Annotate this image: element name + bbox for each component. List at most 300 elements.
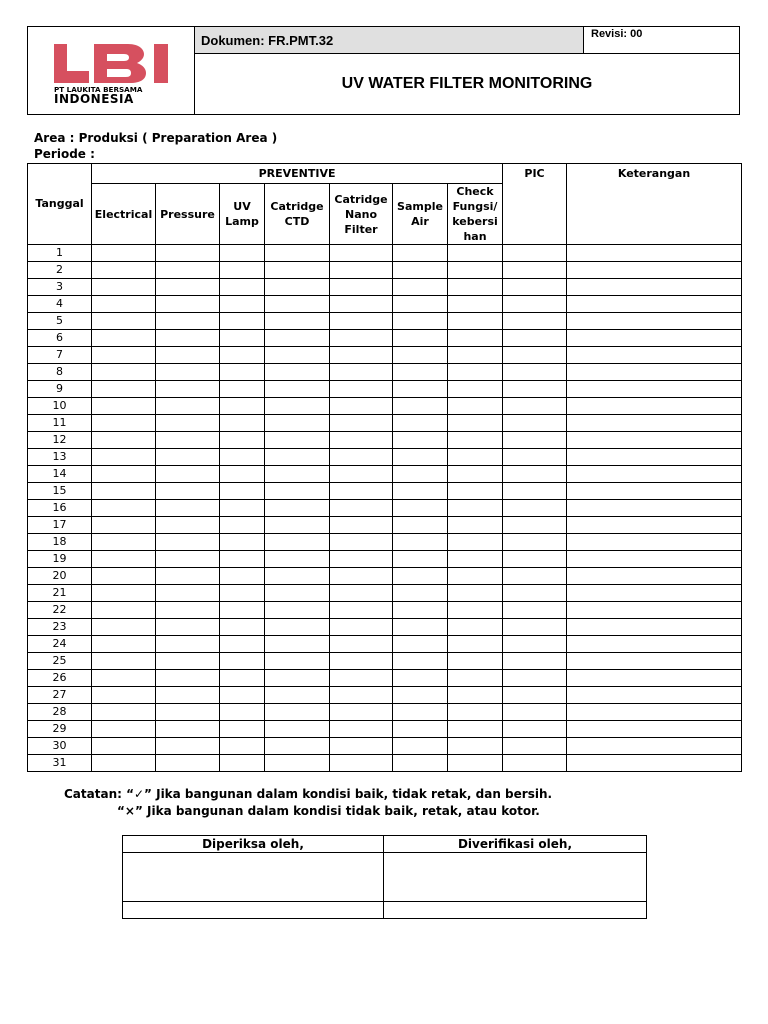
- entry-cell[interactable]: [393, 432, 448, 449]
- day-number: 6: [28, 330, 92, 347]
- entry-cell[interactable]: [330, 670, 393, 687]
- entry-cell[interactable]: [330, 364, 393, 381]
- entry-cell[interactable]: [567, 551, 742, 568]
- entry-cell[interactable]: [265, 602, 330, 619]
- entry-cell[interactable]: [567, 755, 742, 772]
- entry-cell[interactable]: [265, 687, 330, 704]
- entry-cell[interactable]: [503, 262, 567, 279]
- entry-cell[interactable]: [220, 534, 265, 551]
- verified-by-label: Diverifikasi oleh,: [384, 836, 647, 853]
- entry-cell[interactable]: [265, 636, 330, 653]
- entry-cell[interactable]: [330, 279, 393, 296]
- entry-cell[interactable]: [393, 670, 448, 687]
- table-row: [28, 687, 742, 704]
- entry-cell[interactable]: [448, 449, 503, 466]
- entry-cell[interactable]: [393, 551, 448, 568]
- entry-cell[interactable]: [330, 262, 393, 279]
- entry-cell[interactable]: [220, 381, 265, 398]
- entry-cell[interactable]: [448, 262, 503, 279]
- day-number: 26: [28, 670, 92, 687]
- entry-cell[interactable]: [156, 755, 220, 772]
- entry-cell[interactable]: [448, 364, 503, 381]
- entry-cell[interactable]: [265, 551, 330, 568]
- entry-cell[interactable]: [330, 551, 393, 568]
- entry-cell[interactable]: [92, 245, 156, 262]
- table-row: [28, 551, 742, 568]
- table-row: [28, 449, 742, 466]
- entry-cell[interactable]: [220, 398, 265, 415]
- entry-cell[interactable]: [156, 330, 220, 347]
- entry-cell[interactable]: [503, 347, 567, 364]
- entry-cell[interactable]: [567, 398, 742, 415]
- entry-cell[interactable]: [156, 704, 220, 721]
- entry-cell[interactable]: [265, 585, 330, 602]
- entry-cell[interactable]: [156, 687, 220, 704]
- entry-cell[interactable]: [220, 755, 265, 772]
- entry-cell[interactable]: [265, 466, 330, 483]
- entry-cell[interactable]: [156, 381, 220, 398]
- entry-cell[interactable]: [330, 585, 393, 602]
- entry-cell[interactable]: [92, 670, 156, 687]
- entry-cell[interactable]: [393, 279, 448, 296]
- entry-cell[interactable]: [92, 721, 156, 738]
- entry-cell[interactable]: [265, 755, 330, 772]
- entry-cell[interactable]: [448, 381, 503, 398]
- entry-cell[interactable]: [220, 670, 265, 687]
- entry-cell[interactable]: [567, 721, 742, 738]
- entry-cell[interactable]: [393, 347, 448, 364]
- entry-cell[interactable]: [448, 279, 503, 296]
- entry-cell[interactable]: [503, 432, 567, 449]
- entry-cell[interactable]: [220, 245, 265, 262]
- entry-cell[interactable]: [503, 500, 567, 517]
- entry-cell[interactable]: [503, 313, 567, 330]
- entry-cell[interactable]: [503, 466, 567, 483]
- entry-cell[interactable]: [393, 483, 448, 500]
- area-label: Area : Produksi ( Preparation Area ): [34, 131, 278, 145]
- entry-cell[interactable]: [393, 585, 448, 602]
- entry-cell[interactable]: [448, 466, 503, 483]
- entry-cell[interactable]: [448, 245, 503, 262]
- entry-cell[interactable]: [393, 296, 448, 313]
- entry-cell[interactable]: [156, 483, 220, 500]
- entry-cell[interactable]: [330, 517, 393, 534]
- entry-cell[interactable]: [393, 364, 448, 381]
- entry-cell[interactable]: [448, 517, 503, 534]
- entry-cell[interactable]: [503, 755, 567, 772]
- entry-cell[interactable]: [330, 381, 393, 398]
- entry-cell[interactable]: [448, 738, 503, 755]
- entry-cell[interactable]: [330, 687, 393, 704]
- entry-cell[interactable]: [393, 568, 448, 585]
- col-preventive-6-header: [393, 184, 448, 245]
- entry-cell[interactable]: [567, 245, 742, 262]
- entry-cell[interactable]: [265, 432, 330, 449]
- entry-cell[interactable]: [567, 449, 742, 466]
- verified-by-signature-field[interactable]: [384, 853, 647, 902]
- entry-cell[interactable]: [330, 568, 393, 585]
- entry-cell[interactable]: [92, 551, 156, 568]
- header-text-line: Sample: [397, 200, 443, 213]
- entry-cell[interactable]: [156, 619, 220, 636]
- entry-cell[interactable]: [448, 347, 503, 364]
- entry-cell[interactable]: [265, 245, 330, 262]
- entry-cell[interactable]: [330, 466, 393, 483]
- day-number: 8: [28, 364, 92, 381]
- entry-cell[interactable]: [503, 296, 567, 313]
- entry-cell[interactable]: [503, 721, 567, 738]
- entry-cell[interactable]: [503, 415, 567, 432]
- entry-cell[interactable]: [567, 296, 742, 313]
- entry-cell[interactable]: [567, 313, 742, 330]
- entry-cell[interactable]: [92, 687, 156, 704]
- entry-cell[interactable]: [156, 449, 220, 466]
- entry-cell[interactable]: [448, 483, 503, 500]
- day-number: 3: [28, 279, 92, 296]
- table-row: [28, 313, 742, 330]
- entry-cell[interactable]: [567, 687, 742, 704]
- entry-cell[interactable]: [393, 415, 448, 432]
- entry-cell[interactable]: [567, 279, 742, 296]
- entry-cell[interactable]: [393, 636, 448, 653]
- entry-cell[interactable]: [393, 755, 448, 772]
- entry-cell[interactable]: [393, 721, 448, 738]
- entry-cell[interactable]: [448, 330, 503, 347]
- entry-cell[interactable]: [448, 313, 503, 330]
- entry-cell[interactable]: [567, 670, 742, 687]
- entry-cell[interactable]: [503, 602, 567, 619]
- verified-by-name-field[interactable]: [384, 902, 647, 919]
- entry-cell[interactable]: [156, 721, 220, 738]
- entry-cell[interactable]: [503, 517, 567, 534]
- entry-cell[interactable]: [503, 653, 567, 670]
- entry-cell[interactable]: [503, 585, 567, 602]
- entry-cell[interactable]: [220, 364, 265, 381]
- entry-cell[interactable]: [567, 636, 742, 653]
- entry-cell[interactable]: [503, 398, 567, 415]
- entry-cell[interactable]: [567, 364, 742, 381]
- entry-cell[interactable]: [92, 330, 156, 347]
- entry-cell[interactable]: [503, 330, 567, 347]
- entry-cell[interactable]: [448, 585, 503, 602]
- entry-cell[interactable]: [265, 364, 330, 381]
- entry-cell[interactable]: [92, 738, 156, 755]
- entry-cell[interactable]: [503, 704, 567, 721]
- entry-cell[interactable]: [220, 636, 265, 653]
- entry-cell[interactable]: [448, 755, 503, 772]
- entry-cell[interactable]: [92, 432, 156, 449]
- entry-cell[interactable]: [393, 449, 448, 466]
- entry-cell[interactable]: [92, 619, 156, 636]
- entry-cell[interactable]: [265, 619, 330, 636]
- entry-cell[interactable]: [92, 704, 156, 721]
- entry-cell[interactable]: [92, 568, 156, 585]
- entry-cell[interactable]: [220, 330, 265, 347]
- entry-cell[interactable]: [156, 415, 220, 432]
- entry-cell[interactable]: [393, 704, 448, 721]
- entry-cell[interactable]: [448, 653, 503, 670]
- entry-cell[interactable]: [156, 432, 220, 449]
- entry-cell[interactable]: [220, 500, 265, 517]
- entry-cell[interactable]: [448, 551, 503, 568]
- entry-cell[interactable]: [448, 398, 503, 415]
- entry-cell[interactable]: [156, 279, 220, 296]
- entry-cell[interactable]: [330, 755, 393, 772]
- entry-cell[interactable]: [567, 381, 742, 398]
- table-row: [28, 432, 742, 449]
- entry-cell[interactable]: [448, 432, 503, 449]
- entry-cell[interactable]: [156, 517, 220, 534]
- entry-cell[interactable]: [156, 347, 220, 364]
- entry-cell[interactable]: [330, 398, 393, 415]
- entry-cell[interactable]: [265, 449, 330, 466]
- entry-cell[interactable]: [448, 500, 503, 517]
- entry-cell[interactable]: [92, 585, 156, 602]
- entry-cell[interactable]: [503, 687, 567, 704]
- entry-cell[interactable]: [92, 381, 156, 398]
- entry-cell[interactable]: [567, 415, 742, 432]
- entry-cell[interactable]: [448, 534, 503, 551]
- entry-cell[interactable]: [567, 517, 742, 534]
- entry-cell[interactable]: [567, 466, 742, 483]
- entry-cell[interactable]: [567, 534, 742, 551]
- entry-cell[interactable]: [92, 517, 156, 534]
- entry-cell[interactable]: [92, 296, 156, 313]
- entry-cell[interactable]: [220, 738, 265, 755]
- entry-cell[interactable]: [265, 568, 330, 585]
- entry-cell[interactable]: [220, 449, 265, 466]
- entry-cell[interactable]: [393, 738, 448, 755]
- entry-cell[interactable]: [448, 602, 503, 619]
- entry-cell[interactable]: [92, 636, 156, 653]
- entry-cell[interactable]: [393, 619, 448, 636]
- entry-cell[interactable]: [220, 313, 265, 330]
- entry-cell[interactable]: [220, 432, 265, 449]
- entry-cell[interactable]: [92, 279, 156, 296]
- entry-cell[interactable]: [220, 517, 265, 534]
- entry-cell[interactable]: [156, 585, 220, 602]
- entry-cell[interactable]: [265, 483, 330, 500]
- entry-cell[interactable]: [156, 653, 220, 670]
- entry-cell[interactable]: [567, 619, 742, 636]
- entry-cell[interactable]: [503, 619, 567, 636]
- entry-cell[interactable]: [92, 398, 156, 415]
- entry-cell[interactable]: [220, 619, 265, 636]
- entry-cell[interactable]: [92, 364, 156, 381]
- entry-cell[interactable]: [448, 636, 503, 653]
- entry-cell[interactable]: [220, 704, 265, 721]
- entry-cell[interactable]: [448, 687, 503, 704]
- entry-cell[interactable]: [156, 568, 220, 585]
- entry-cell[interactable]: [567, 262, 742, 279]
- entry-cell[interactable]: [503, 364, 567, 381]
- entry-cell[interactable]: [220, 279, 265, 296]
- entry-cell[interactable]: [156, 636, 220, 653]
- entry-cell[interactable]: [393, 687, 448, 704]
- entry-cell[interactable]: [330, 347, 393, 364]
- entry-cell[interactable]: [156, 602, 220, 619]
- table-row: [28, 636, 742, 653]
- entry-cell[interactable]: [220, 585, 265, 602]
- entry-cell[interactable]: [156, 534, 220, 551]
- entry-cell[interactable]: [265, 738, 330, 755]
- entry-cell[interactable]: [330, 636, 393, 653]
- entry-cell[interactable]: [393, 517, 448, 534]
- entry-cell[interactable]: [503, 279, 567, 296]
- entry-cell[interactable]: [92, 449, 156, 466]
- entry-cell[interactable]: [567, 483, 742, 500]
- entry-cell[interactable]: [330, 619, 393, 636]
- entry-cell[interactable]: [220, 721, 265, 738]
- entry-cell[interactable]: [156, 551, 220, 568]
- entry-cell[interactable]: [265, 534, 330, 551]
- entry-cell[interactable]: [156, 466, 220, 483]
- entry-cell[interactable]: [503, 245, 567, 262]
- day-number: 21: [28, 585, 92, 602]
- entry-cell[interactable]: [448, 670, 503, 687]
- entry-cell[interactable]: [220, 653, 265, 670]
- entry-cell[interactable]: [330, 296, 393, 313]
- entry-cell[interactable]: [156, 670, 220, 687]
- entry-cell[interactable]: [92, 262, 156, 279]
- entry-cell[interactable]: [92, 755, 156, 772]
- entry-cell[interactable]: [265, 262, 330, 279]
- entry-cell[interactable]: [265, 381, 330, 398]
- entry-cell[interactable]: [265, 721, 330, 738]
- entry-cell[interactable]: [330, 721, 393, 738]
- entry-cell[interactable]: [156, 313, 220, 330]
- entry-cell[interactable]: [156, 245, 220, 262]
- checked-by-signature-field[interactable]: [123, 853, 384, 902]
- entry-cell[interactable]: [220, 568, 265, 585]
- entry-cell[interactable]: [503, 449, 567, 466]
- entry-cell[interactable]: [220, 347, 265, 364]
- entry-cell[interactable]: [156, 296, 220, 313]
- entry-cell[interactable]: [503, 551, 567, 568]
- entry-cell[interactable]: [220, 602, 265, 619]
- entry-cell[interactable]: [448, 619, 503, 636]
- entry-cell[interactable]: [265, 670, 330, 687]
- entry-cell[interactable]: [393, 398, 448, 415]
- entry-cell[interactable]: [330, 500, 393, 517]
- entry-cell[interactable]: [220, 551, 265, 568]
- entry-cell[interactable]: [448, 415, 503, 432]
- entry-cell[interactable]: [393, 313, 448, 330]
- entry-cell[interactable]: [265, 330, 330, 347]
- entry-cell[interactable]: [567, 347, 742, 364]
- entry-cell[interactable]: [265, 279, 330, 296]
- entry-cell[interactable]: [265, 500, 330, 517]
- entry-cell[interactable]: [330, 602, 393, 619]
- entry-cell[interactable]: [567, 738, 742, 755]
- entry-cell[interactable]: [448, 296, 503, 313]
- entry-cell[interactable]: [92, 313, 156, 330]
- entry-cell[interactable]: [156, 398, 220, 415]
- entry-cell[interactable]: [503, 534, 567, 551]
- entry-cell[interactable]: [393, 534, 448, 551]
- entry-cell[interactable]: [503, 381, 567, 398]
- entry-cell[interactable]: [265, 296, 330, 313]
- entry-cell[interactable]: [156, 262, 220, 279]
- entry-cell[interactable]: [265, 415, 330, 432]
- entry-cell[interactable]: [567, 653, 742, 670]
- entry-cell[interactable]: [503, 483, 567, 500]
- entry-cell[interactable]: [393, 245, 448, 262]
- entry-cell[interactable]: [220, 415, 265, 432]
- entry-cell[interactable]: [393, 381, 448, 398]
- entry-cell[interactable]: [92, 500, 156, 517]
- entry-cell[interactable]: [330, 313, 393, 330]
- entry-cell[interactable]: [265, 313, 330, 330]
- entry-cell[interactable]: [156, 364, 220, 381]
- entry-cell[interactable]: [220, 262, 265, 279]
- entry-cell[interactable]: [393, 330, 448, 347]
- entry-cell[interactable]: [156, 500, 220, 517]
- entry-cell[interactable]: [220, 296, 265, 313]
- entry-cell[interactable]: [92, 347, 156, 364]
- entry-cell[interactable]: [330, 534, 393, 551]
- entry-cell[interactable]: [567, 585, 742, 602]
- entry-cell[interactable]: [330, 415, 393, 432]
- entry-cell[interactable]: [503, 636, 567, 653]
- entry-cell[interactable]: [503, 568, 567, 585]
- entry-cell[interactable]: [220, 687, 265, 704]
- entry-cell[interactable]: [92, 415, 156, 432]
- entry-cell[interactable]: [330, 330, 393, 347]
- entry-cell[interactable]: [265, 517, 330, 534]
- entry-cell[interactable]: [265, 653, 330, 670]
- entry-cell[interactable]: [393, 653, 448, 670]
- entry-cell[interactable]: [503, 738, 567, 755]
- entry-cell[interactable]: [393, 602, 448, 619]
- entry-cell[interactable]: [567, 602, 742, 619]
- entry-cell[interactable]: [330, 653, 393, 670]
- entry-cell[interactable]: [567, 704, 742, 721]
- entry-cell[interactable]: [393, 262, 448, 279]
- entry-cell[interactable]: [330, 704, 393, 721]
- checked-by-name-field[interactable]: [123, 902, 384, 919]
- entry-cell[interactable]: [265, 704, 330, 721]
- entry-cell[interactable]: [567, 500, 742, 517]
- entry-cell[interactable]: [92, 653, 156, 670]
- table-row: [28, 262, 742, 279]
- entry-cell[interactable]: [265, 347, 330, 364]
- entry-cell[interactable]: [92, 602, 156, 619]
- entry-cell[interactable]: [265, 398, 330, 415]
- entry-cell[interactable]: [503, 670, 567, 687]
- col-pic-header: PIC: [503, 164, 567, 245]
- entry-cell[interactable]: [448, 704, 503, 721]
- entry-cell[interactable]: [393, 500, 448, 517]
- entry-cell[interactable]: [92, 483, 156, 500]
- entry-cell[interactable]: [330, 483, 393, 500]
- entry-cell[interactable]: [220, 483, 265, 500]
- entry-cell[interactable]: [567, 330, 742, 347]
- entry-cell[interactable]: [156, 738, 220, 755]
- entry-cell[interactable]: [448, 568, 503, 585]
- entry-cell[interactable]: [448, 721, 503, 738]
- entry-cell[interactable]: [92, 466, 156, 483]
- entry-cell[interactable]: [567, 432, 742, 449]
- entry-cell[interactable]: [330, 432, 393, 449]
- entry-cell[interactable]: [330, 245, 393, 262]
- entry-cell[interactable]: [567, 568, 742, 585]
- entry-cell[interactable]: [330, 738, 393, 755]
- entry-cell[interactable]: [92, 534, 156, 551]
- entry-cell[interactable]: [393, 466, 448, 483]
- entry-cell[interactable]: [220, 466, 265, 483]
- entry-cell[interactable]: [330, 449, 393, 466]
